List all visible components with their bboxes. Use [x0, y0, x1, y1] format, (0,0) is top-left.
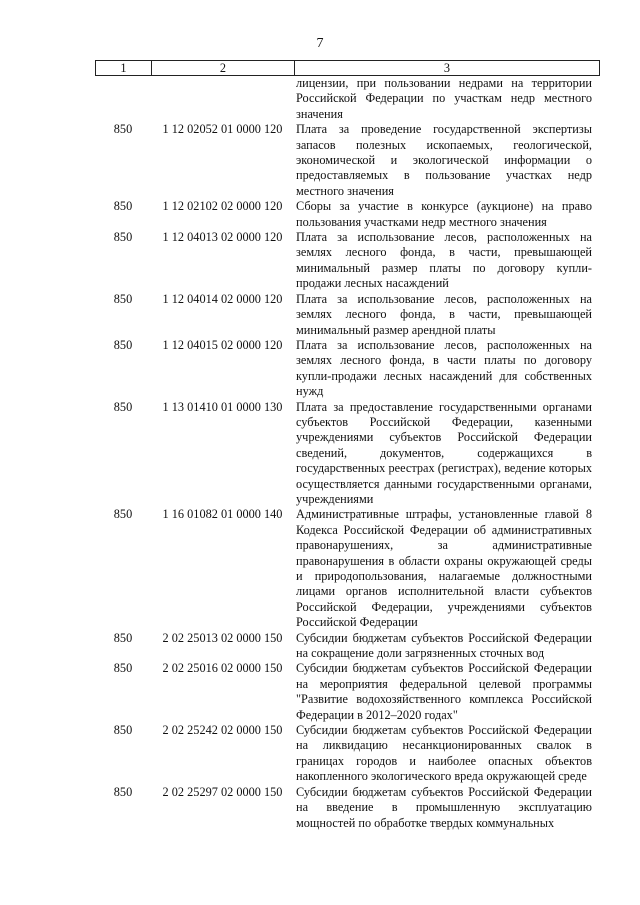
- admin-code: 850: [113, 230, 133, 245]
- admin-code: 850: [113, 291, 133, 306]
- revenue-code: 1 16 01082 01 0000 140: [162, 507, 283, 522]
- header-col-3: 3: [443, 61, 451, 75]
- admin-code: 850: [113, 661, 133, 676]
- revenue-name: Плата за использование лесов, расположенных на землях лесного фонда, в части, превышающей минимальный размер платы по договору купли-продажи лесных насаждений: [296, 230, 592, 291]
- table-row: [95, 338, 600, 400]
- admin-code: 850: [113, 337, 133, 352]
- table-row: [95, 661, 600, 723]
- budget-classification-table: [95, 60, 600, 831]
- table-row: [95, 230, 600, 292]
- revenue-name: Сборы за участие в конкурсе (аукционе) на право пользования участками недр местного значения: [296, 199, 592, 229]
- revenue-name: Плата за предоставление государственными органами субъектов Российской Федерации, казенными учреждениями субъектов Российской Федерации сведений, документов, содержащихся в государственных реестрах (регистрах), ведение которых осуществляется данными государственными органами, учреждениями: [296, 399, 592, 506]
- admin-code: 850: [113, 507, 133, 522]
- revenue-code: 2 02 25297 02 0000 150: [162, 784, 283, 799]
- revenue-name: Субсидии бюджетам субъектов Российской Федерации на мероприятия федеральной целевой программы "Развитие водохозяйственного комплекса Российской Федерации в 2012–2020 годах": [296, 661, 592, 722]
- admin-code: 850: [113, 630, 133, 645]
- table-row: [95, 400, 600, 508]
- revenue-code: 2 02 25013 02 0000 150: [162, 630, 283, 645]
- table-row: [95, 785, 600, 831]
- table-row: [95, 292, 600, 338]
- table-row: [95, 199, 600, 230]
- header-col-1: 1: [96, 61, 152, 75]
- revenue-name: Субсидии бюджетам субъектов Российской Федерации на ликвидацию несанкционированных свалок в границах городов и наиболее опасных объектов накопленного экологического вреда окружающей среде: [296, 723, 592, 784]
- admin-code: 850: [113, 723, 133, 738]
- table-row: [95, 631, 600, 662]
- continuation-text: лицензии, при пользовании недрами на территории Российской Федерации по участкам недр местного значения: [296, 76, 592, 121]
- admin-code: 850: [113, 784, 133, 799]
- admin-code: 850: [113, 399, 133, 414]
- continuation-row: [95, 76, 600, 122]
- table-row: [95, 507, 600, 630]
- revenue-code: 1 12 04014 02 0000 120: [162, 291, 283, 306]
- revenue-code: 2 02 25016 02 0000 150: [162, 661, 283, 676]
- table-header: [95, 60, 600, 76]
- header-col-2: 2: [152, 61, 295, 75]
- table-row: [95, 122, 600, 199]
- revenue-name: Административные штрафы, установленные главой 8 Кодекса Российской Федерации об административных правонарушениях, за административные правонарушения в области охраны окружающей среды и природопользования, налагаемые должностными лицами органов исполнительной власти субъектов Российской Федерации, учреждениями субъектов Российской Федерации: [296, 507, 592, 630]
- revenue-name: Плата за проведение государственной экспертизы запасов полезных ископаемых, геологической, экономической и экологической информации о предоставляемых в пользование участках недр местного значения: [296, 122, 592, 198]
- revenue-name: Субсидии бюджетам субъектов Российской Федерации на сокращение доли загрязненных сточных вод: [296, 630, 592, 661]
- revenue-code: 1 13 01410 01 0000 130: [162, 399, 283, 414]
- admin-code: 850: [113, 199, 133, 214]
- revenue-name: Плата за использование лесов, расположенных на землях лесного фонда, в части платы по договору купли-продажи лесных насаждений для собственных нужд: [296, 337, 592, 399]
- revenue-code: 1 12 04015 02 0000 120: [162, 337, 283, 352]
- revenue-code: 1 12 02052 01 0000 120: [162, 122, 283, 137]
- revenue-code: 1 12 04013 02 0000 120: [162, 230, 283, 245]
- revenue-code: 1 12 02102 02 0000 120: [162, 199, 283, 214]
- page-number: 7: [316, 36, 324, 51]
- revenue-name: Плата за использование лесов, расположенных на землях лесного фонда, в части, превышающей минимальный размер арендной платы: [296, 291, 592, 337]
- admin-code: 850: [113, 122, 133, 137]
- revenue-code: 2 02 25242 02 0000 150: [162, 723, 283, 738]
- table-row: [95, 723, 600, 785]
- revenue-name: Субсидии бюджетам субъектов Российской Федерации на введение в промышленную эксплуатацию мощностей по обработке твердых коммунальных: [296, 784, 592, 830]
